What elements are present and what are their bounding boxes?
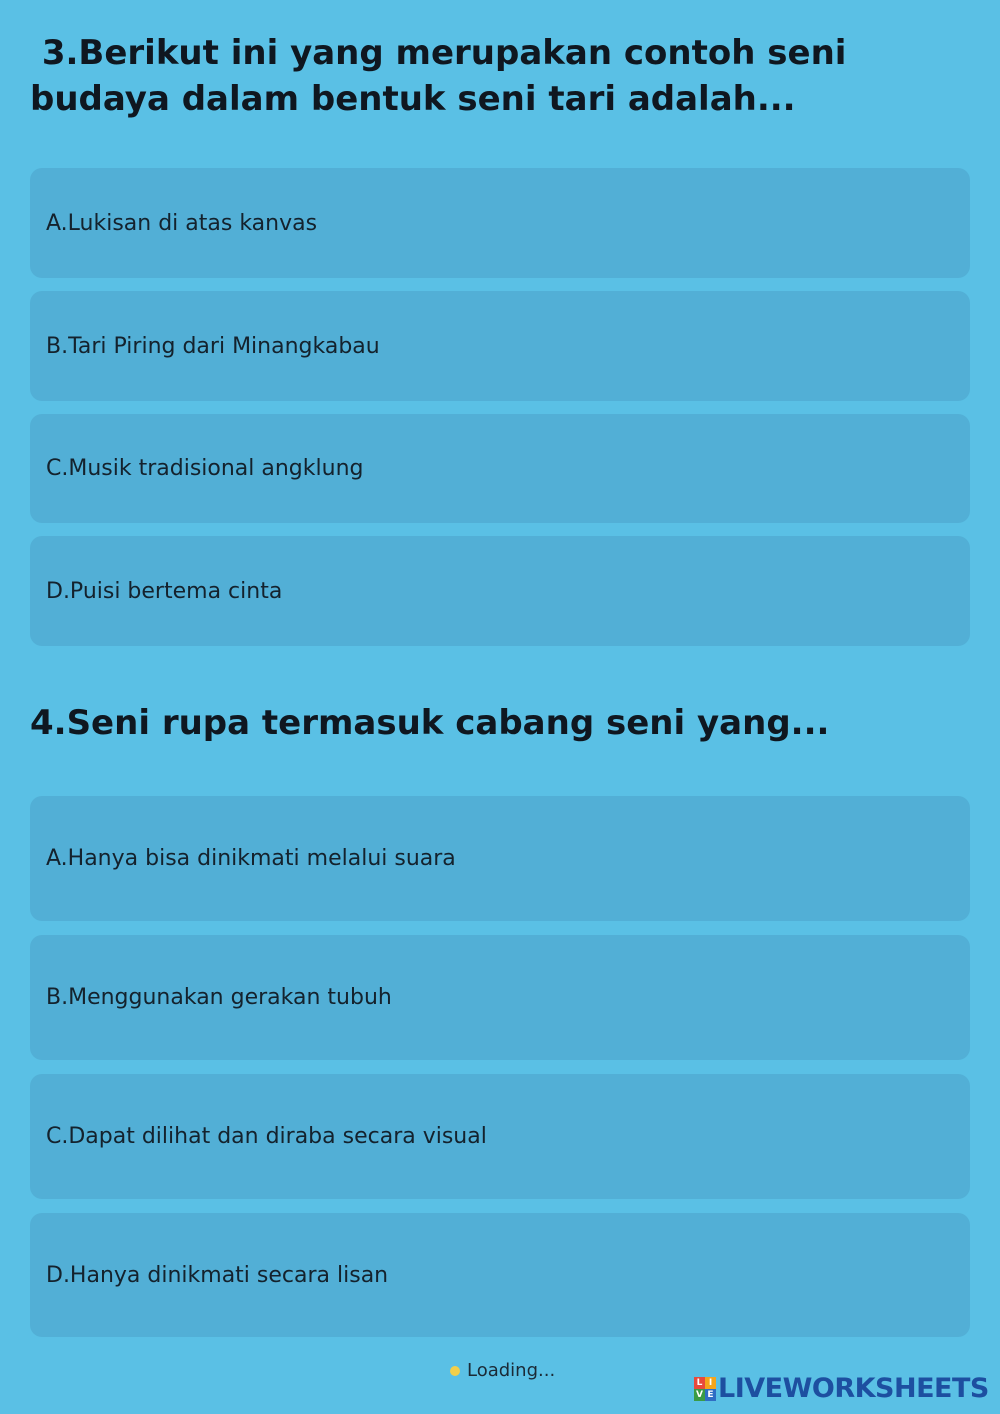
question-3-option-c[interactable]	[30, 414, 970, 523]
option-label: C.Dapat dilihat dan diraba secara visual	[46, 1124, 487, 1149]
question-4-option-a[interactable]	[30, 796, 970, 921]
logo-tile-i: I	[705, 1377, 716, 1389]
question-3-title: 3.Berikut ini yang merupakan contoh seni budaya dalam bentuk seni tari adalah...	[30, 33, 859, 119]
option-label: C.Musik tradisional angklung	[46, 456, 364, 481]
option-label: B.Menggunakan gerakan tubuh	[46, 985, 392, 1010]
loading-indicator	[450, 1360, 555, 1381]
question-3-option-b[interactable]	[30, 291, 970, 401]
question-4-option-b[interactable]	[30, 935, 970, 1060]
loading-text: Loading...	[467, 1360, 556, 1381]
logo-tile-l: L	[694, 1377, 705, 1389]
liveworksheets-logo-icon	[694, 1377, 716, 1401]
question-3-option-d[interactable]	[30, 536, 970, 646]
question-4-option-d[interactable]	[30, 1213, 970, 1337]
option-label: A.Hanya bisa dinikmati melalui suara	[46, 846, 456, 871]
question-4-option-c[interactable]	[30, 1074, 970, 1199]
question-4-title: 4.Seni rupa termasuk cabang seni yang...	[30, 703, 830, 743]
brand-name: LIVEWORKSHEETS	[718, 1373, 989, 1404]
liveworksheets-brand[interactable]	[694, 1372, 989, 1406]
option-label: A.Lukisan di atas kanvas	[46, 210, 318, 236]
question-3-option-a[interactable]	[30, 168, 970, 278]
logo-tile-e: E	[705, 1389, 716, 1401]
logo-tile-v: V	[694, 1389, 705, 1401]
loading-dot-icon	[450, 1366, 460, 1376]
option-label: D.Puisi bertema cinta	[46, 578, 283, 604]
option-label: D.Hanya dinikmati secara lisan	[46, 1262, 389, 1288]
option-label: B.Tari Piring dari Minangkabau	[46, 333, 380, 359]
